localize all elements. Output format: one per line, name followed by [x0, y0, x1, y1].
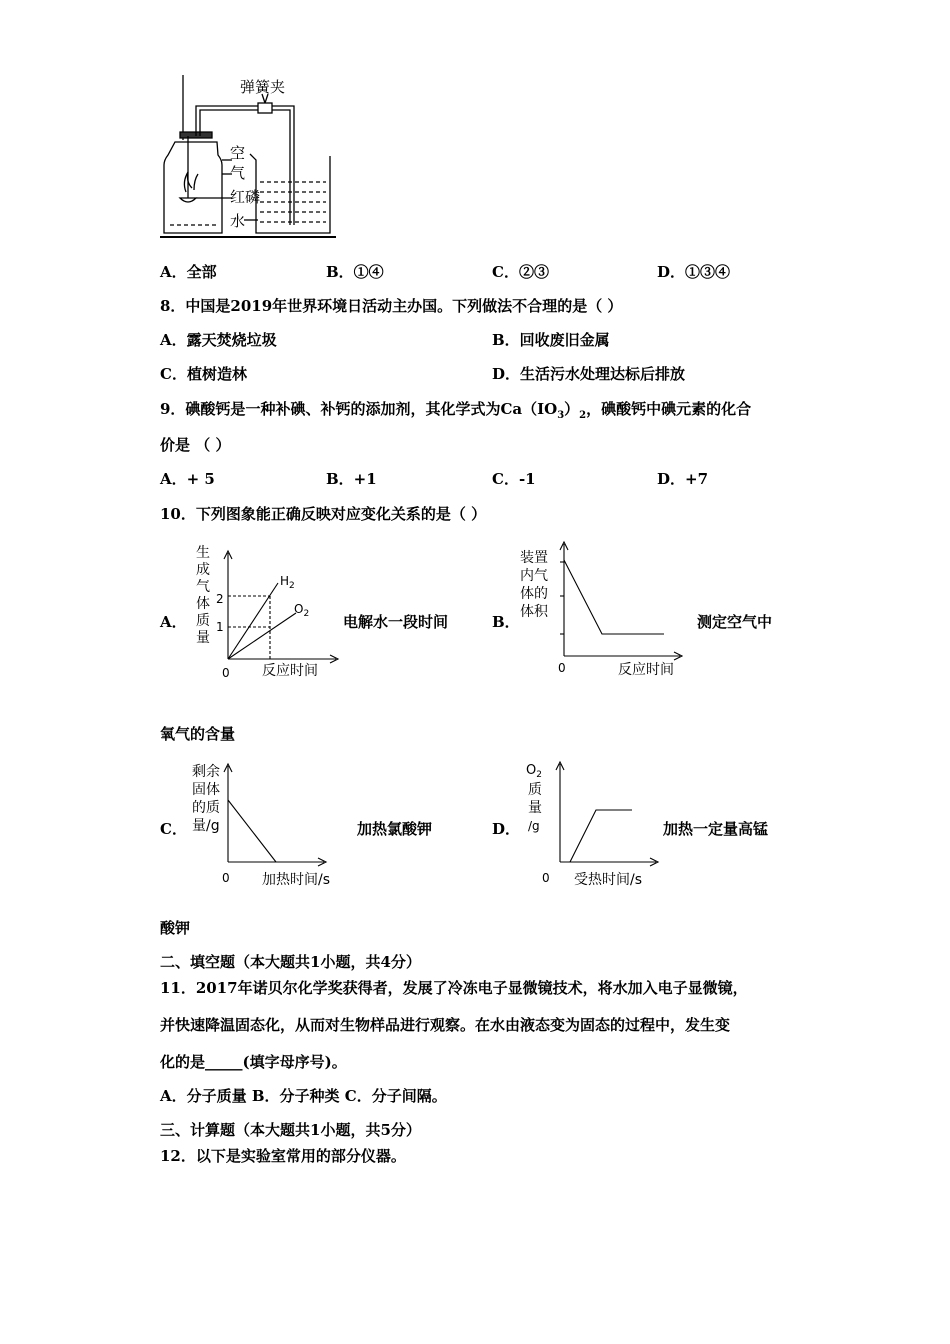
q10-option-a-text: 电解水一段时间	[343, 613, 449, 631]
graph-a-tick-1: 1	[216, 620, 224, 634]
q9-option-b[interactable]: B．+1	[326, 470, 377, 488]
q10-stem: 10．下列图象能正确反映对应变化关系的是（ ）	[160, 505, 487, 523]
graph-a-tick-2: 2	[216, 592, 224, 606]
q9-sub3: 3	[557, 410, 565, 421]
water-label: 水	[230, 212, 246, 230]
q10-option-b-letter[interactable]: B．	[492, 613, 520, 631]
q10-option-c-letter[interactable]: C．	[160, 820, 187, 838]
q12-stem: 12．以下是实验室常用的部分仪器。	[160, 1147, 406, 1165]
section-3-heading: 三、计算题（本大题共1小题，共5分）	[160, 1121, 421, 1139]
graph-a-xlabel: 反应时间	[262, 663, 318, 679]
q10-option-d-letter[interactable]: D．	[492, 820, 521, 838]
graph-b-xlabel: 反应时间	[618, 662, 674, 678]
q9-option-c[interactable]: C．-1	[492, 470, 536, 488]
graph-a-origin: 0	[222, 666, 230, 680]
q10-option-d-text-cont: 酸钾	[160, 919, 191, 937]
graph-b	[518, 538, 683, 683]
graph-b-origin: 0	[558, 661, 566, 675]
q7-option-b[interactable]: B．①④	[326, 263, 384, 281]
graph-d-ylabel-2: /g	[528, 819, 540, 833]
graph-a-ylabel-0: 生	[196, 545, 210, 561]
graph-c-xlabel: 加热时间/s	[262, 872, 331, 888]
q8-stem: 8．中国是2019年世界环境日活动主办国。下列做法不合理的是（ ）	[160, 297, 623, 315]
graph-d-origin: 0	[542, 871, 550, 885]
graph-d-ylabel-o2: $O_2$	[526, 763, 542, 780]
q9-option-d[interactable]: D．+7	[657, 470, 709, 488]
apparatus-figure	[150, 70, 340, 245]
graph-a-ylabel-1: 成	[196, 562, 210, 578]
graph-a	[190, 543, 340, 683]
graph-a-line-o2	[228, 613, 296, 659]
air-label-1: 空	[230, 144, 246, 162]
graph-d-curve	[570, 810, 632, 862]
graph-a-ylabel-2: 气	[196, 579, 210, 595]
section-2-heading: 二、填空题（本大题共1小题，共4分）	[160, 953, 421, 971]
graph-c	[188, 760, 343, 890]
clip-label: 弹簧夹	[240, 78, 286, 96]
graph-c-ylabel-2: 的质	[192, 800, 220, 816]
graph-b-ylabel-0: 装置	[520, 550, 548, 566]
graph-b-curve	[564, 560, 664, 634]
graph-c-ylabel-0: 剩余	[192, 764, 220, 780]
q7-option-c[interactable]: C．②③	[492, 263, 549, 281]
q7-option-d[interactable]: D．①③④	[657, 263, 731, 281]
q9-stem	[160, 399, 751, 422]
q11-line-3: 化的是_____(填字母序号)。	[160, 1053, 347, 1071]
q11-options[interactable]: A．分子质量 B．分子种类 C．分子间隔。	[160, 1087, 447, 1105]
q8-option-b[interactable]: B．回收废旧金属	[492, 331, 610, 349]
graph-c-ylabel-1: 固体	[192, 782, 220, 798]
q8-option-d[interactable]: D．生活污水处理达标后排放	[492, 365, 686, 383]
q8-option-c[interactable]: C．植树造林	[160, 365, 247, 383]
q9-option-a[interactable]: A．+ 5	[160, 470, 215, 488]
q9-sub2: 2	[579, 410, 587, 421]
q10-option-d-text: 加热一定量高锰	[663, 820, 769, 838]
phosphorus-label: 红磷	[230, 188, 261, 206]
q10-option-b-text: 测定空气中	[697, 613, 773, 631]
q9-stem-line2: 价是 （ ）	[160, 436, 231, 454]
graph-b-ylabel-3: 体积	[520, 604, 548, 620]
q11-line-1: 11．2017年诺贝尔化学奖获得者，发展了冷冻电子显微镜技术，将水加入电子显微镜，	[160, 979, 748, 997]
q9-paren: ）	[564, 400, 580, 418]
graph-a-ylabel-4: 质	[196, 613, 210, 629]
graph-d	[520, 758, 660, 890]
graph-d-xlabel: 受热时间/s	[574, 872, 643, 888]
q9-stem-part1: 9．碘酸钙是一种补碘、补钙的添加剂，其化学式为Ca（IO	[160, 400, 558, 418]
graph-c-origin: 0	[222, 871, 230, 885]
graph-c-curve	[228, 800, 276, 862]
q10-option-c-text: 加热氯酸钾	[357, 820, 433, 838]
graph-b-ylabel-1: 内气	[520, 568, 548, 584]
graph-c-ylabel-3: 量/g	[192, 818, 220, 834]
graph-a-ylabel-5: 量	[196, 630, 210, 646]
graph-a-series-o2: $O_2$	[294, 602, 310, 619]
q11-line-2: 并快速降温固态化，从而对生物样品进行观察。在水由液态变为固态的过程中，发生变	[160, 1016, 731, 1034]
air-label-2: 气	[230, 164, 246, 182]
q10-option-b-text-cont: 氧气的含量	[160, 725, 236, 743]
graph-d-ylabel-0: 质	[528, 782, 542, 798]
graph-b-ylabel-2: 体的	[520, 586, 548, 602]
graph-d-ylabel-1: 量	[528, 800, 542, 816]
q10-option-a-letter[interactable]: A．	[160, 613, 187, 631]
graph-a-ylabel-3: 体	[196, 596, 210, 612]
q7-option-a[interactable]: A．全部	[160, 263, 217, 281]
q9-stem-part2: ，碘酸钙中碘元素的化合	[586, 400, 752, 418]
graph-a-series-h2: $H_2$	[280, 574, 295, 591]
q8-option-a[interactable]: A．露天焚烧垃圾	[160, 331, 277, 349]
